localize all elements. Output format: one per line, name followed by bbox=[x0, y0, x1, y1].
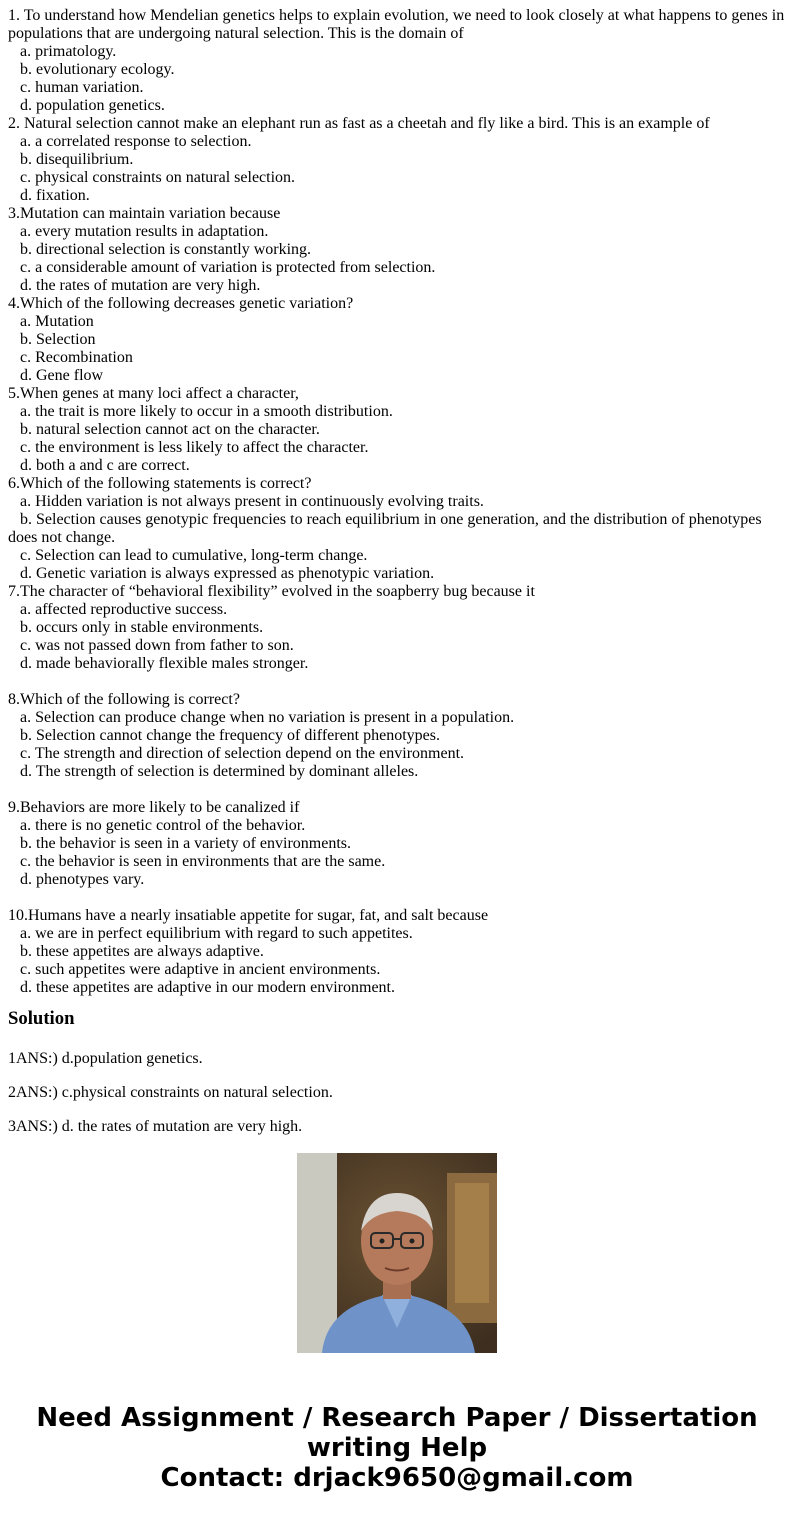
option-d: d. population genetics. bbox=[20, 97, 165, 114]
tutor-avatar bbox=[297, 1153, 497, 1353]
option-a: a. every mutation results in adaptation. bbox=[20, 223, 269, 240]
option-d: d. phenotypes vary. bbox=[20, 871, 145, 888]
option-a: a. there is no genetic control of the behavior. bbox=[20, 817, 306, 834]
question-5 bbox=[8, 385, 788, 475]
option-d: d. both a and c are correct. bbox=[20, 457, 190, 474]
question-stem: 9.Behaviors are more likely to be canalized if bbox=[8, 799, 300, 816]
option-d: d. Genetic variation is always expressed as phenotypic variation. bbox=[20, 565, 435, 582]
question-stem: 7.The character of “behavioral flexibility” evolved in the soapberry bug because it bbox=[8, 583, 535, 600]
option-a: a. affected reproductive success. bbox=[20, 601, 228, 618]
answer-3: 3ANS:) d. the rates of mutation are very high. bbox=[8, 1118, 303, 1135]
option-b: b. disequilibrium. bbox=[20, 151, 134, 168]
option-b: b. Selection cannot change the frequency of different phenotypes. bbox=[20, 727, 440, 744]
question-stem: 1. To understand how Mendelian genetics helps to explain evolution, we need to look closely at what happens to genes in populations that are undergoing natural selection. This is the domain of bbox=[8, 7, 785, 42]
option-b: b. occurs only in stable environments. bbox=[20, 619, 264, 636]
option-a: a. primatology. bbox=[20, 43, 117, 60]
option-d: d. The strength of selection is determined by dominant alleles. bbox=[20, 763, 419, 780]
option-c: c. such appetites were adaptive in ancient environments. bbox=[20, 961, 381, 978]
solution-heading: Solution bbox=[8, 1008, 75, 1029]
question-4 bbox=[8, 295, 788, 385]
question-6 bbox=[8, 475, 788, 583]
question-1 bbox=[8, 7, 788, 115]
promo-line-2: writing Help bbox=[306, 1433, 488, 1463]
option-b: b. the behavior is seen in a variety of environments. bbox=[20, 835, 352, 852]
option-c: c. human variation. bbox=[20, 79, 144, 96]
option-d: d. the rates of mutation are very high. bbox=[20, 277, 261, 294]
option-c: c. a considerable amount of variation is protected from selection. bbox=[20, 259, 436, 276]
promo-banner bbox=[0, 1403, 794, 1493]
option-d: d. Gene flow bbox=[20, 367, 104, 384]
option-b: b. evolutionary ecology. bbox=[20, 61, 175, 78]
option-b: b. these appetites are always adaptive. bbox=[20, 943, 264, 960]
option-a: a. the trait is more likely to occur in a smooth distribution. bbox=[20, 403, 393, 420]
spacer bbox=[8, 889, 788, 907]
option-a: a. Mutation bbox=[20, 313, 94, 330]
option-d: d. fixation. bbox=[20, 187, 90, 204]
option-d: d. made behaviorally flexible males stronger. bbox=[20, 655, 309, 672]
option-a: a. Hidden variation is not always present in continuously evolving traits. bbox=[20, 493, 484, 510]
option-c: c. the behavior is seen in environments that are the same. bbox=[20, 853, 386, 870]
tutor-portrait-image bbox=[297, 1153, 497, 1353]
question-stem: 6.Which of the following statements is correct? bbox=[8, 475, 312, 492]
option-c: c. Selection can lead to cumulative, long-term change. bbox=[20, 547, 368, 564]
question-8 bbox=[8, 691, 788, 781]
question-stem: 4.Which of the following decreases genetic variation? bbox=[8, 295, 354, 312]
question-list bbox=[8, 7, 788, 1030]
option-d: d. these appetites are adaptive in our modern environment. bbox=[20, 979, 395, 996]
answer-1: 1ANS:) d.population genetics. bbox=[8, 1050, 203, 1067]
question-3 bbox=[8, 205, 788, 295]
option-c: c. the environment is less likely to affect the character. bbox=[20, 439, 369, 456]
solution-answers bbox=[0, 1038, 802, 1135]
question-2 bbox=[8, 115, 788, 205]
question-9 bbox=[8, 799, 788, 889]
question-stem: 10.Humans have a nearly insatiable appetite for sugar, fat, and salt because bbox=[8, 907, 489, 924]
promo-line-1: Need Assignment / Research Paper / Dissertation bbox=[36, 1403, 758, 1433]
option-a: a. Selection can produce change when no variation is present in a population. bbox=[20, 709, 515, 726]
answer-2: 2ANS:) c.physical constraints on natural selection. bbox=[8, 1084, 333, 1101]
spacer bbox=[8, 673, 788, 691]
option-a: a. we are in perfect equilibrium with regard to such appetites. bbox=[20, 925, 413, 942]
option-b: b. Selection causes genotypic frequencies to reach equilibrium in one generation, and the distribution of phenotypes does not change. bbox=[8, 511, 762, 546]
option-b: b. natural selection cannot act on the character. bbox=[20, 421, 320, 438]
option-c: c. physical constraints on natural selection. bbox=[20, 169, 296, 186]
question-stem: 3.Mutation can maintain variation because bbox=[8, 205, 281, 222]
promo-contact: Contact: drjack9650@gmail.com bbox=[160, 1463, 634, 1493]
question-10 bbox=[8, 907, 788, 997]
option-c: c. Recombination bbox=[20, 349, 133, 366]
question-stem: 5.When genes at many loci affect a character, bbox=[8, 385, 299, 402]
option-c: c. was not passed down from father to son. bbox=[20, 637, 294, 654]
question-stem: 8.Which of the following is correct? bbox=[8, 691, 240, 708]
option-b: b. Selection bbox=[20, 331, 96, 348]
option-a: a. a correlated response to selection. bbox=[20, 133, 252, 150]
spacer bbox=[8, 781, 788, 799]
question-7 bbox=[8, 583, 788, 673]
option-b: b. directional selection is constantly working. bbox=[20, 241, 312, 258]
option-c: c. The strength and direction of selection depend on the environment. bbox=[20, 745, 465, 762]
question-stem: 2. Natural selection cannot make an elephant run as fast as a cheetah and fly like a bird. This is an example of bbox=[8, 115, 710, 132]
